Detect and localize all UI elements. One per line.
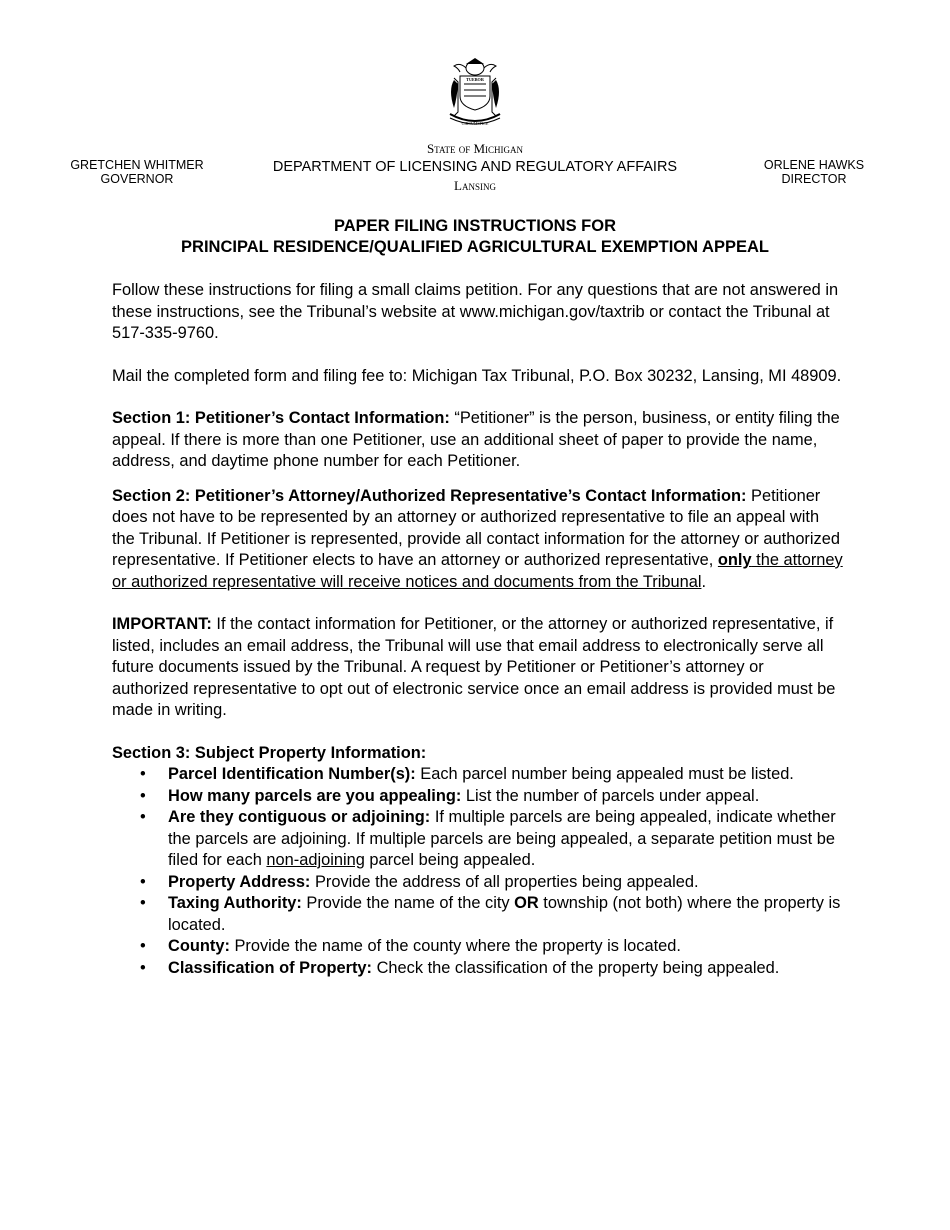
governor-block: [58, 158, 216, 186]
section-1-heading: Section 1: Petitioner’s Contact Information:: [112, 409, 450, 427]
director-name: ORLENE HAWKS: [763, 158, 865, 172]
item-text: Provide the address of all properties being appealed.: [310, 872, 699, 891]
section-2-end: .: [701, 572, 707, 591]
governor-title: GOVERNOR: [100, 172, 174, 186]
list-item: [112, 872, 844, 894]
section-2-only: only: [717, 551, 752, 569]
state-name: Michigan: [473, 141, 524, 156]
bullet-icon: •: [140, 894, 146, 912]
department-name: DEPARTMENT OF LICENSING AND REGULATORY AFFAIRS: [272, 159, 678, 175]
seal-scroll: CIRCUMSPICE: [461, 121, 489, 126]
title-line-2: PRINCIPAL RESIDENCE/QUALIFIED AGRICULTURAL EXEMPTION APPEAL: [181, 238, 769, 256]
governor-name: GRETCHEN WHITMER: [70, 158, 204, 172]
item-label: Are they contiguous or adjoining:: [168, 808, 431, 826]
item-text: If multiple parcels are being appealed, indicate whether the parcels are adjoining. If multiple parcels are being appealed, a separate petition must be filed for each: [168, 808, 836, 869]
item-text: Provide the name of the county where the property is located.: [229, 937, 681, 955]
item-text: List the number of parcels under appeal.: [461, 786, 760, 805]
item-label: Classification of Property:: [168, 958, 373, 977]
list-item: [112, 807, 844, 872]
seal-motto: TUEBOR: [466, 77, 484, 82]
item-after: township (not both) where the property is located.: [168, 894, 841, 934]
director-block: [748, 158, 880, 186]
bullet-icon: •: [140, 786, 146, 805]
item-text: Check the classification of the property being appealed.: [372, 958, 780, 977]
document-body: [112, 280, 844, 979]
director-title: DIRECTOR: [781, 172, 847, 186]
list-item: [112, 764, 844, 786]
department-header: [236, 141, 714, 193]
section-2-paragraph: [112, 486, 844, 594]
bullet-icon: •: [140, 872, 146, 891]
bullet-icon: •: [140, 958, 146, 977]
michigan-seal-icon: [442, 54, 508, 128]
item-label: Parcel Identification Number(s):: [168, 765, 416, 783]
item-label: County:: [168, 937, 230, 955]
item-text: Each parcel number being appealed must be listed.: [415, 765, 794, 783]
city-name: Lansing: [454, 178, 496, 193]
section-1-text: “Petitioner” is the person, business, or entity filing the appeal. If there is more than one Petitioner, use an additional sheet of paper to provide the name, address, and daytime phone number for each Petitioner.: [112, 409, 840, 470]
section-1-paragraph: [112, 408, 844, 473]
item-underlined: non-adjoining: [266, 851, 365, 869]
item-bold: OR: [514, 894, 539, 912]
section-3-heading: Section 3: Subject Property Information:: [112, 743, 427, 762]
title-line-1: PAPER FILING INSTRUCTIONS FOR: [333, 217, 617, 235]
list-item: [112, 936, 844, 958]
item-after: parcel being appealed.: [364, 851, 536, 869]
section-2-text: Petitioner does not have to be represented by an attorney or authorized representative to file an appeal with the Tribunal. If Petitioner is represented, provide all contact information for the attorney or authorized representative. If Petitioner elects to have an attorney or authorized representative,: [112, 486, 840, 569]
state-label: [236, 141, 714, 156]
bullet-icon: •: [140, 765, 146, 783]
important-text: If the contact information for Petitioner, or the attorney or authorized representative, if listed, includes an email address, the Tribunal will use that email address to electronically serve all future documents issued by the Tribunal. A request by Petitioner or Petitioner’s attorney or authorized representative to opt out of electronic service once an email address is provided must be made in writing.: [112, 615, 836, 719]
section-3-list: [112, 764, 844, 979]
item-label: Property Address:: [168, 872, 311, 891]
important-paragraph: [112, 614, 844, 722]
intro-paragraph: Follow these instructions for filing a small claims petition. For any questions that are not answered in these instructions, see the Tribunal’s website at www.michigan.gov/taxtrib or contact the Tribunal at 517-335-9760.: [112, 281, 839, 342]
item-label: Taxing Authority:: [168, 894, 302, 912]
section-2-underlined: the attorney or authorized representative will receive notices and documents from the Tribunal: [112, 551, 843, 591]
list-item: [112, 958, 844, 980]
list-item: [112, 786, 844, 808]
item-text: Provide the name of the city: [301, 894, 515, 912]
document-title: [60, 216, 890, 258]
state-prefix: State of: [426, 141, 471, 156]
bullet-icon: •: [140, 937, 146, 955]
item-label: How many parcels are you appealing:: [168, 786, 462, 805]
bullet-icon: •: [140, 808, 146, 826]
important-label: IMPORTANT:: [112, 615, 212, 633]
list-item: [112, 893, 844, 936]
section-2-heading: Section 2: Petitioner’s Attorney/Authorized Representative’s Contact Information:: [112, 486, 747, 505]
mailing-paragraph: Mail the completed form and filing fee to: Michigan Tax Tribunal, P.O. Box 30232, Lansing, MI 48909.: [112, 366, 842, 385]
